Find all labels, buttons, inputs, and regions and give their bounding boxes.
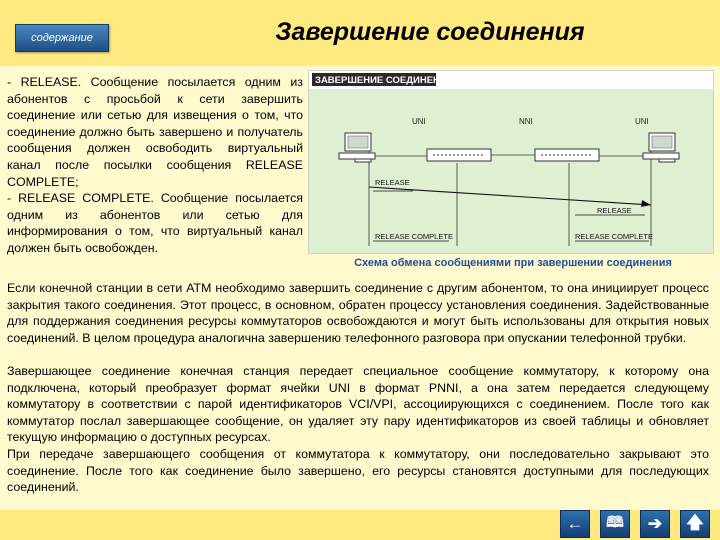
book-icon: 🕮 [606, 513, 624, 531]
back-button[interactable] [560, 510, 590, 538]
switch-left-icon [427, 149, 491, 161]
release-description: - RELEASE. Сообщение посылается одним из абонентов с просьбой к сети завершить соединение или сетью для извещения о том, что соединение должно быть завершено и получатель сообщения должен освободить виртуальный канал после посылки сообщения RELEASE COMPLETE; [7, 75, 303, 189]
up-button[interactable] [680, 510, 710, 538]
msg-release-1: RELEASE [375, 178, 410, 187]
msg-release-2: RELEASE [597, 206, 632, 215]
forward-button[interactable] [640, 510, 670, 538]
arrow-left-icon: ← [566, 514, 584, 533]
body-paragraph-1: Если конечной станции в сети АТМ необходимо завершить соединение с другим абонентом, то она инициирует процесс закрытия такого соединения. Этот процесс, в основном, обратен процессу установления соединения. Задействованные для поддержания соединения ресурсы коммутаторов освобождаются и могут быть использованы для открытия новых соединений. В целом процедура аналогична завершению телефонного разговора при опускании телефонной трубки. [7, 281, 709, 345]
release-sequence-diagram [308, 70, 714, 254]
switch-right-icon [535, 149, 599, 161]
contents-button[interactable]: содержание [15, 24, 109, 52]
label-nni: NNI [519, 117, 533, 126]
arrow-right-icon: ➔ [647, 514, 663, 533]
msg-release-complete-2: RELEASE COMPLETE [575, 232, 653, 241]
page-title: Завершение соединения [275, 18, 585, 46]
label-uni-left: UNI [412, 117, 426, 126]
body-paragraph-3: При передаче завершающего сообщения от коммутатора к коммутатору, они последовательно закрывают это соединение. После того как соединение было завершено, его ресурсы становятся доступными для последующих соединений. [7, 447, 709, 495]
contents-book-button[interactable] [600, 510, 630, 538]
diagram-header: ЗАВЕРШЕНИЕ СОЕДИНЕНИЯ [315, 75, 454, 86]
label-uni-right: UNI [635, 117, 649, 126]
diagram-caption: Схема обмена сообщениями при завершении соединения [354, 257, 672, 269]
arrow-up-icon: 🡅 [686, 512, 704, 532]
msg-release-complete-1: RELEASE COMPLETE [375, 232, 453, 241]
body-paragraph-2: Завершающее соединение конечная станция передает специальное сообщение коммутатору, к которому она подключена, который преобразует формат ячейки UNI в формат PNNI, а она затем передается следующему коммутатору в соответствии с парой идентификаторов VCI/VPI, ассоциирующихся с соединением. После того как коммутатор послал завершающее сообщение, он удаляет эту пару идентификаторов из своей таблицы и обновляет текущую информацию о доступных ресурсах. [7, 364, 709, 445]
release-complete-description: - RELEASE COMPLETE. Сообщение посылается одним из абонентов или сетью для информирования о том, что виртуальный канал должен быть освобожден. [7, 191, 303, 255]
